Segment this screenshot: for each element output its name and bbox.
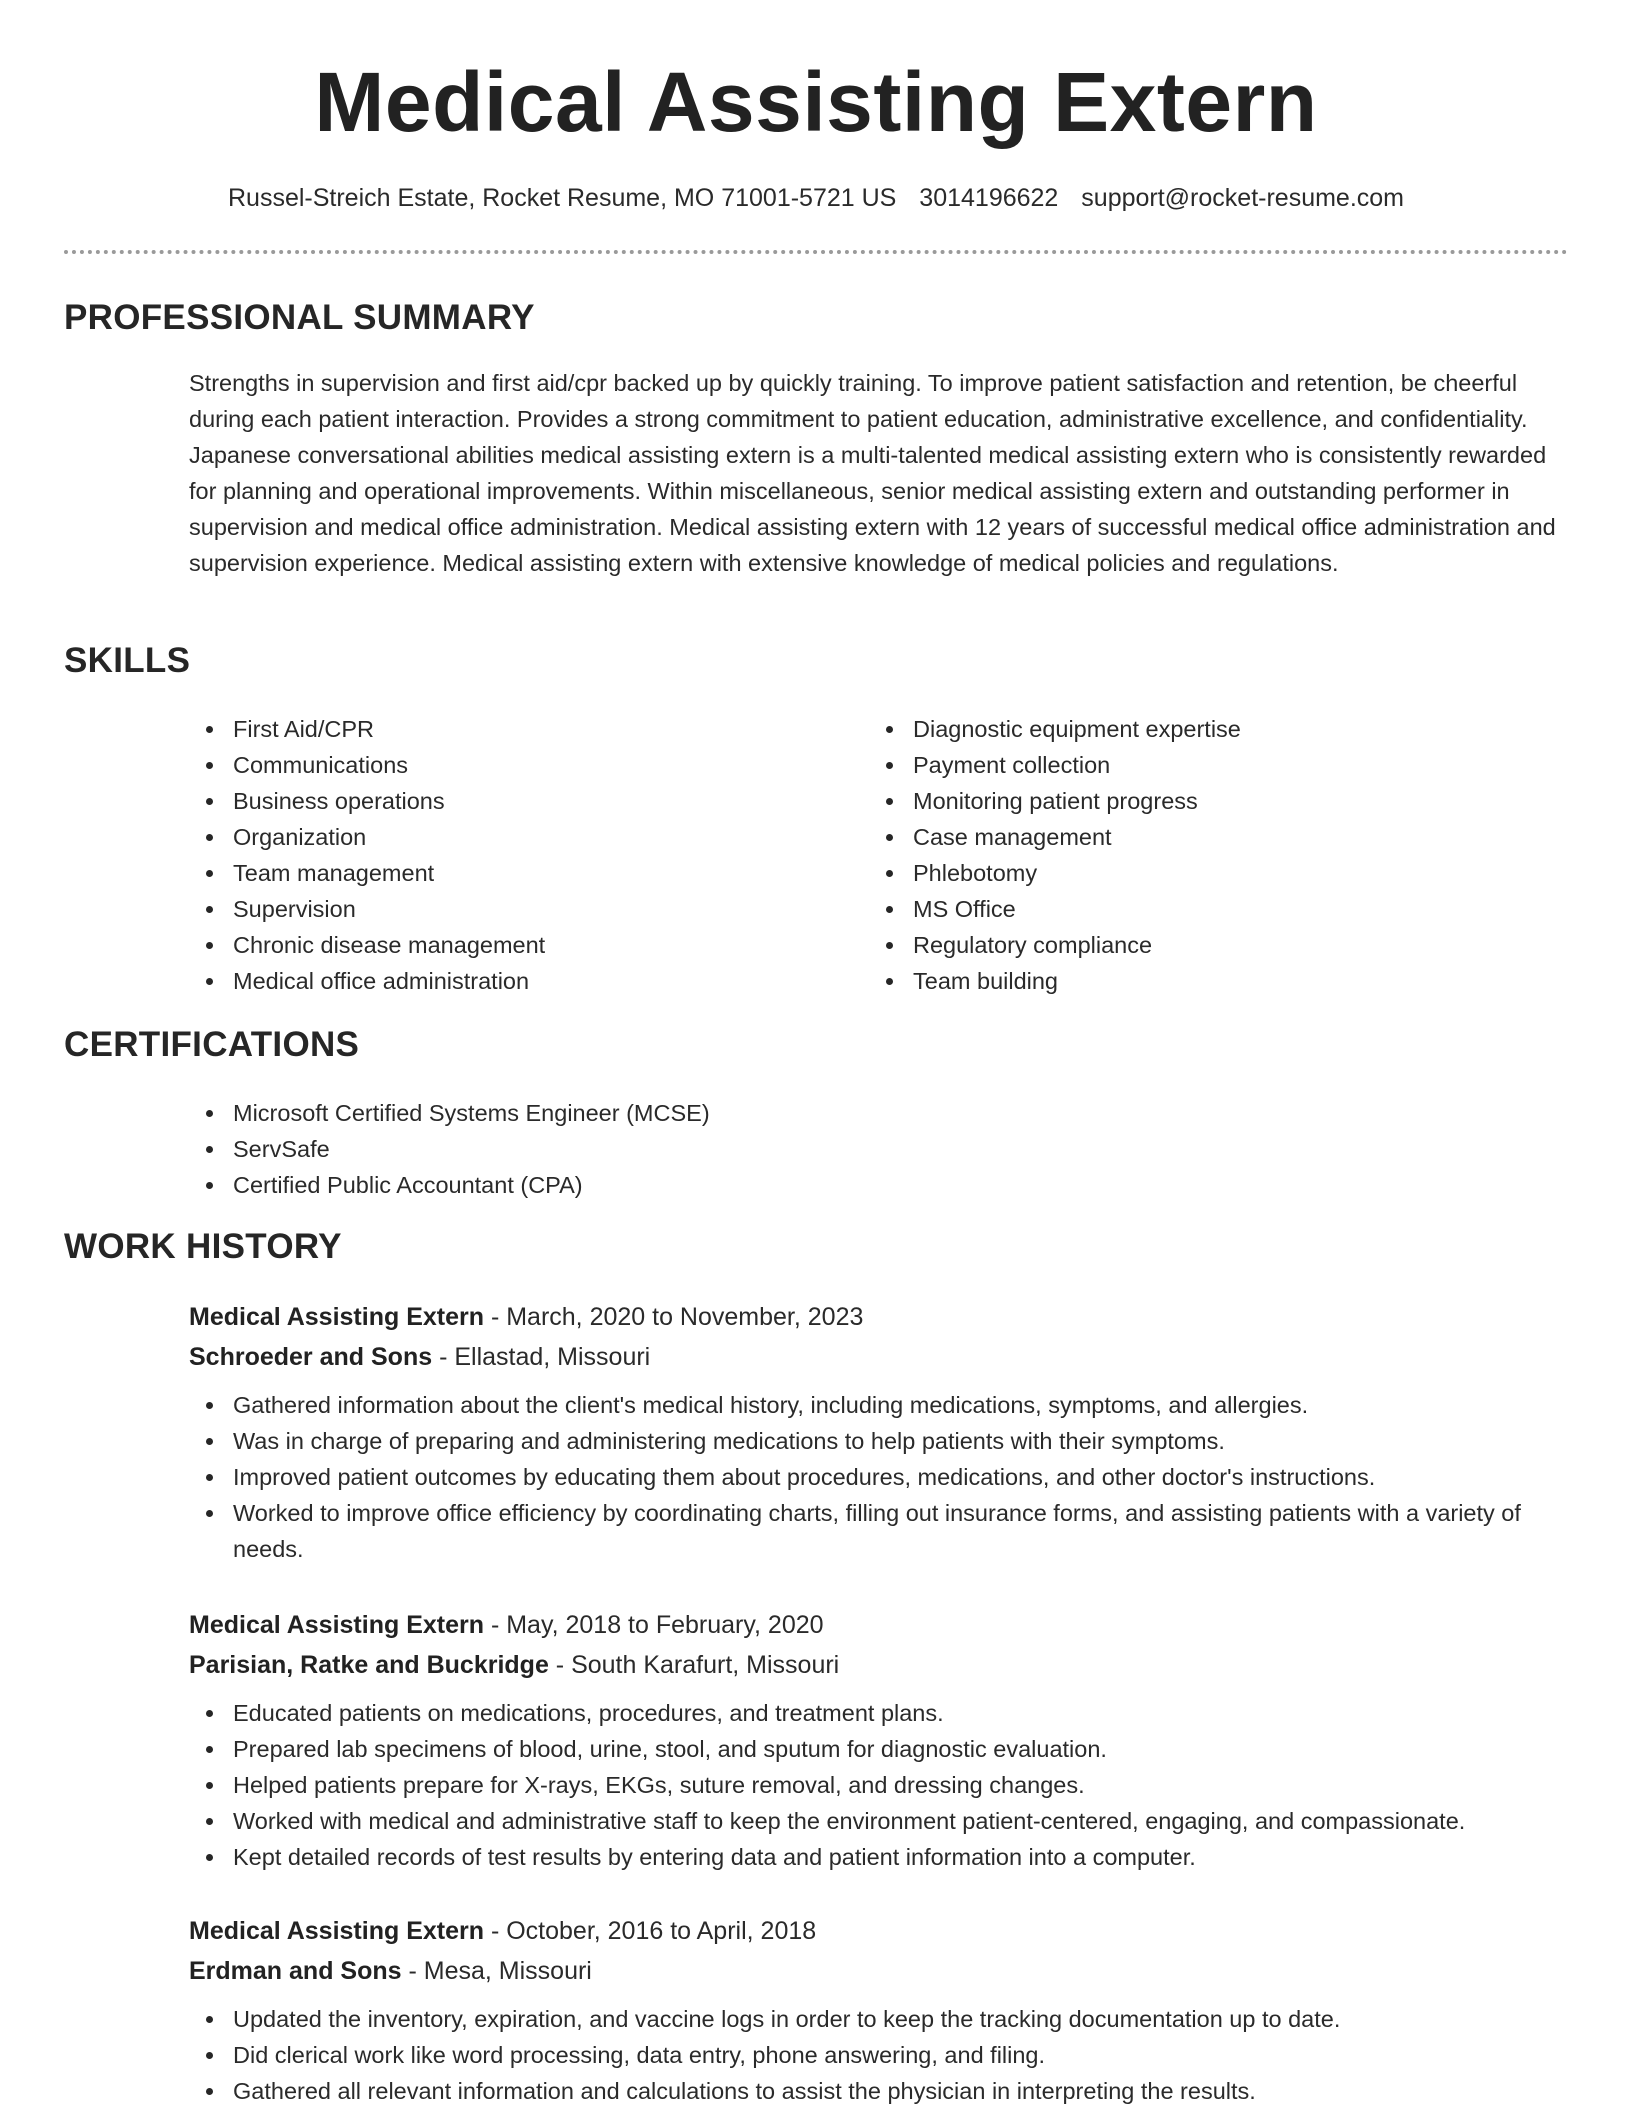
job-duty-item: Worked with medical and administrative staff to keep the environment patient-centered, engaging, and compassionate. bbox=[233, 1803, 1579, 1839]
header-divider bbox=[64, 250, 1568, 254]
job-title-line bbox=[189, 1297, 1579, 1337]
skills-column-left bbox=[189, 711, 829, 999]
job-title: Medical Assisting Extern bbox=[189, 1303, 484, 1331]
job-duty-item: Improved patient outcomes by educating them about procedures, medications, and other doctor's instructions. bbox=[233, 1459, 1579, 1495]
job-dates: - May, 2018 to February, 2020 bbox=[484, 1611, 824, 1639]
contact-email: support@rocket-resume.com bbox=[1081, 184, 1405, 212]
job-duty-item: Did clerical work like word processing, data entry, phone answering, and filing. bbox=[233, 2037, 1579, 2073]
skill-item: Communications bbox=[233, 747, 829, 783]
job-entry bbox=[189, 1911, 1579, 2109]
certifications-block bbox=[189, 1095, 1389, 1203]
skill-item: Payment collection bbox=[913, 747, 1509, 783]
job-entry bbox=[189, 1605, 1579, 1875]
summary-text: Strengths in supervision and first aid/cpr backed up by quickly training. To improve patient satisfaction and retention, be cheerful during each patient interaction. Provides a strong commitment to patient education, administrative excellence, and confidentiality. Japanese conversational abilities medical assisting extern is a multi-talented medical assisting extern who is consistently rewarded for planning and operational improvements. Within miscellaneous, senior medical assisting extern and outstanding performer in supervision and medical office administration. Medical assisting extern with 12 years of successful medical office administration and supervision experience. Medical assisting extern with extensive knowledge of medical policies and regulations. bbox=[189, 370, 1556, 576]
job-duty-item: Helped patients prepare for X-rays, EKGs, suture removal, and dressing changes. bbox=[233, 1767, 1579, 1803]
certification-item: Certified Public Accountant (CPA) bbox=[233, 1167, 1389, 1203]
job-duties-list bbox=[189, 1695, 1579, 1875]
job-entry bbox=[189, 1297, 1579, 1567]
job-duty-item: Was in charge of preparing and administering medications to help patients with their symptoms. bbox=[233, 1423, 1579, 1459]
job-location: - Ellastad, Missouri bbox=[432, 1343, 651, 1371]
job-duty-item: Gathered information about the client's medical history, including medications, symptoms, and allergies. bbox=[233, 1387, 1579, 1423]
skill-item: Diagnostic equipment expertise bbox=[913, 711, 1509, 747]
job-duty-item: Kept detailed records of test results by entering data and patient information into a computer. bbox=[233, 1839, 1579, 1875]
skills-list-left bbox=[189, 711, 829, 999]
job-title-line bbox=[189, 1911, 1579, 1951]
contact-address: Russel-Streich Estate, Rocket Resume, MO 71001-5721 US bbox=[227, 184, 897, 212]
certification-item: Microsoft Certified Systems Engineer (MCSE) bbox=[233, 1095, 1389, 1131]
job-company: Erdman and Sons bbox=[189, 1957, 402, 1985]
job-duty-item: Worked to improve office efficiency by coordinating charts, filling out insurance forms, and assisting patients with a variety of needs. bbox=[233, 1495, 1579, 1567]
skill-item: Chronic disease management bbox=[233, 927, 829, 963]
job-title: Medical Assisting Extern bbox=[189, 1917, 484, 1945]
skill-item: Monitoring patient progress bbox=[913, 783, 1509, 819]
job-duties-list bbox=[189, 2001, 1579, 2109]
job-location: - Mesa, Missouri bbox=[401, 1957, 592, 1985]
skill-item: First Aid/CPR bbox=[233, 711, 829, 747]
summary-heading: PROFESSIONAL SUMMARY bbox=[64, 298, 535, 337]
skill-item: MS Office bbox=[913, 891, 1509, 927]
certification-item: ServSafe bbox=[233, 1131, 1389, 1167]
certifications-heading: CERTIFICATIONS bbox=[64, 1025, 360, 1064]
skills-heading: SKILLS bbox=[64, 641, 191, 680]
skill-item: Regulatory compliance bbox=[913, 927, 1509, 963]
job-company-line bbox=[189, 1337, 1579, 1377]
skill-item: Team building bbox=[913, 963, 1509, 999]
job-duty-item: Educated patients on medications, procedures, and treatment plans. bbox=[233, 1695, 1579, 1731]
skill-item: Organization bbox=[233, 819, 829, 855]
skill-item: Medical office administration bbox=[233, 963, 829, 999]
skill-item: Team management bbox=[233, 855, 829, 891]
job-company-line bbox=[189, 1645, 1579, 1685]
job-title: Medical Assisting Extern bbox=[189, 1611, 484, 1639]
job-duty-item: Updated the inventory, expiration, and vaccine logs in order to keep the tracking documentation up to date. bbox=[233, 2001, 1579, 2037]
job-location: - South Karafurt, Missouri bbox=[548, 1651, 840, 1679]
contact-phone: 3014196622 bbox=[919, 184, 1059, 212]
skill-item: Case management bbox=[913, 819, 1509, 855]
contact-line bbox=[0, 180, 1632, 216]
work-history-heading: WORK HISTORY bbox=[64, 1227, 342, 1266]
skills-column-right bbox=[869, 711, 1509, 999]
job-company-line bbox=[189, 1951, 1579, 1991]
skill-item: Phlebotomy bbox=[913, 855, 1509, 891]
skills-list-right bbox=[869, 711, 1509, 999]
job-duty-item: Prepared lab specimens of blood, urine, stool, and sputum for diagnostic evaluation. bbox=[233, 1731, 1579, 1767]
skill-item: Business operations bbox=[233, 783, 829, 819]
job-company: Schroeder and Sons bbox=[189, 1343, 433, 1371]
certifications-list bbox=[189, 1095, 1389, 1203]
job-duties-list bbox=[189, 1387, 1579, 1567]
job-title-line bbox=[189, 1605, 1579, 1645]
job-duty-item: Gathered all relevant information and calculations to assist the physician in interpreting the results. bbox=[233, 2073, 1579, 2109]
job-company: Parisian, Ratke and Buckridge bbox=[189, 1651, 549, 1679]
job-dates: - March, 2020 to November, 2023 bbox=[484, 1303, 864, 1331]
resume-name: Medical Assisting Extern bbox=[314, 55, 1318, 149]
job-dates: - October, 2016 to April, 2018 bbox=[484, 1917, 817, 1945]
skill-item: Supervision bbox=[233, 891, 829, 927]
